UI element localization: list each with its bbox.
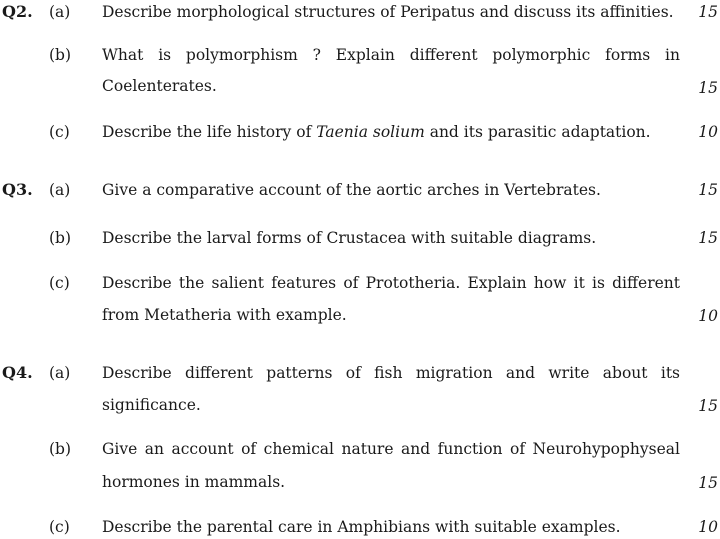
part-label: (c) (49, 274, 70, 292)
part-label: (c) (49, 123, 70, 141)
question-number: Q2. (2, 2, 33, 21)
part-label: (a) (49, 181, 71, 199)
species-name: Taenia solium (316, 123, 425, 141)
marks: 15 (698, 474, 718, 492)
part-text: Describe morphological structures of Peripatus and discuss its affinities. (102, 3, 674, 21)
part-text: Describe the parental care in Amphibians with suitable examples. (102, 518, 621, 536)
part-label: (b) (49, 229, 72, 247)
marks: 10 (698, 518, 718, 536)
part-text-after: and its parasitic adaptation. (424, 123, 651, 141)
part-text: Give an account of chemical nature and function of Neurohypophyseal (102, 440, 680, 458)
part-text: hormones in mammals. (102, 473, 286, 491)
part-text: Coelenterates. (102, 77, 217, 95)
part-text: Give a comparative account of the aortic arches in Vertebrates. (102, 181, 601, 199)
marks: 15 (698, 181, 718, 199)
part-text: Describe the larval forms of Crustacea with suitable diagrams. (102, 229, 597, 247)
part-text-before: Describe the life history of (102, 123, 317, 141)
part-text: Describe the salient features of Prototheria. Explain how it is different (102, 274, 680, 292)
part-text: What is polymorphism ? Explain different polymorphic forms in (102, 46, 680, 64)
part-text: Describe different patterns of fish migration and write about its (102, 364, 680, 382)
part-label: (a) (49, 364, 71, 382)
part-label: (a) (49, 3, 71, 21)
marks: 15 (698, 229, 718, 247)
part-text (102, 123, 651, 141)
part-label: (b) (49, 46, 72, 64)
marks: 15 (698, 397, 718, 415)
marks: 15 (698, 79, 718, 97)
marks: 15 (698, 3, 718, 21)
question-number: Q4. (2, 363, 33, 382)
part-text: significance. (102, 396, 201, 414)
marks: 10 (698, 307, 718, 325)
marks: 10 (698, 123, 718, 141)
part-text: from Metatheria with example. (102, 306, 347, 324)
part-label: (c) (49, 518, 70, 536)
part-label: (b) (49, 440, 72, 458)
question-number: Q3. (2, 180, 33, 199)
